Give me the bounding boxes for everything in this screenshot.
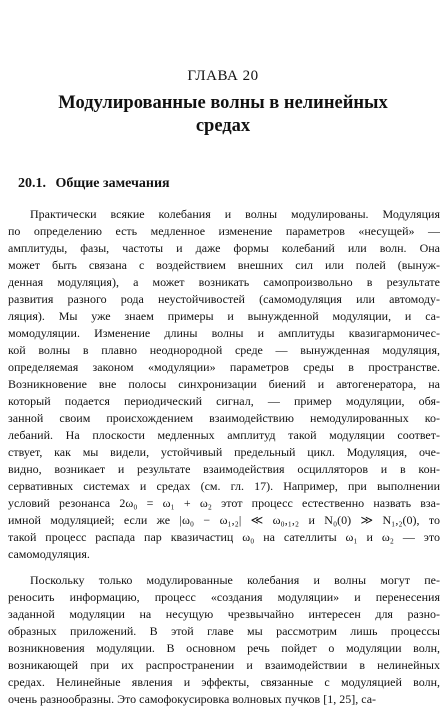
chapter-title (20, 92, 426, 138)
text-line: может быть связана с воздействием внешних сил или полей (вынуж- (8, 258, 440, 272)
section-title: Общие замечания (55, 176, 170, 191)
text-line: образных приложений. В этой главе мы рассмотрим лишь процессы (8, 624, 440, 638)
text-line: возникающей при их распространении и взаимодействии в нелинейных (8, 658, 440, 672)
text-line: возникновения модуляции. В основном речь пойдет о модуляции волн, (8, 641, 440, 655)
text-line: лебаний. На плоскости медленных амплитуд такой модуляции соответ- (8, 428, 440, 442)
text-line: Возникновение вне полосы синхронизации биений и автогенератора, на (8, 377, 440, 391)
text-line: такой процесс распада пар квазичастиц ω₀ на сателлиты ω₁ и ω₂ — это (8, 530, 440, 544)
text-line: заданной модуляции на несущую чрезвычайно интересен для разно- (8, 607, 440, 621)
section-heading (18, 176, 170, 192)
chapter-title-line: Модулированные волны в нелинейных (58, 93, 388, 113)
section-number: 20.1. (18, 176, 46, 191)
text-line: момодуляции. Изменение длины волны и амплитуды квазигармоничес- (8, 326, 440, 340)
text-line: денная модуляция), а может возникать самопроизвольно в результате (8, 275, 440, 289)
text-line: определяемая законом «модуляции» параметров среды в пространстве. (8, 360, 440, 374)
paragraph (8, 572, 440, 708)
text-line: занной своим происхождением взаимодействию немодулированных ко- (8, 411, 440, 425)
text-line: реносить информацию, процесс «создания модуляции» и перенесения (8, 590, 440, 604)
chapter-label: ГЛАВА 20 (187, 68, 259, 84)
text-line: самомодуляция. (8, 547, 90, 561)
text-line: видно, возникает и результате взаимодействия осцилляторов и в кон- (8, 462, 440, 476)
text-line: условий резонанса 2ω₀ = ω₁ + ω₂ этот процесс естественно назвать вза- (8, 496, 440, 510)
chapter-title-line: средах (195, 116, 251, 136)
text-line: очень разнообразны. Это самофокусировка волновых пучков [1, 25], са- (8, 692, 377, 706)
text-line: сервативных системах и средах (см. гл. 17). Например, при выполнении (8, 479, 440, 493)
text-line: амплитуды, фазы, частоты и даже формы колебаний или волн. Она (8, 241, 440, 255)
text-line: развития разного рода неустойчивостей (самомодуляция или автомоду- (8, 292, 440, 306)
text-line: ляция). Мы уже знаем примеры и вынужденной модуляции, и са- (8, 309, 440, 323)
text-line: Практически всякие колебания и волны модулированы. Модуляция (30, 207, 440, 221)
text-line: кой волны в плавно неоднородной среде — вынужденная модуляция, (8, 343, 440, 357)
text-line: ствует, как мы видели, устойчивый предельный цикл. Модуляция, оче- (8, 445, 440, 459)
text-line: Поскольку только модулированные колебания и волны могут пе- (30, 573, 440, 587)
text-line: по определению есть медленное изменение параметров «несущей» — (8, 224, 440, 238)
text-line: имной модуляцией; если же |ω₀ − ω₁,₂| ≪ ω₀,₁,₂ и N₀(0) ≫ N₁,₂(0), то (8, 513, 440, 527)
text-line: который подается периодический сигнал, — пример модуляции, обя- (8, 394, 440, 408)
text-line: средах. Нелинейные явления и эффекты, связанные с модуляцией волн, (8, 675, 440, 689)
paragraph (8, 206, 440, 563)
